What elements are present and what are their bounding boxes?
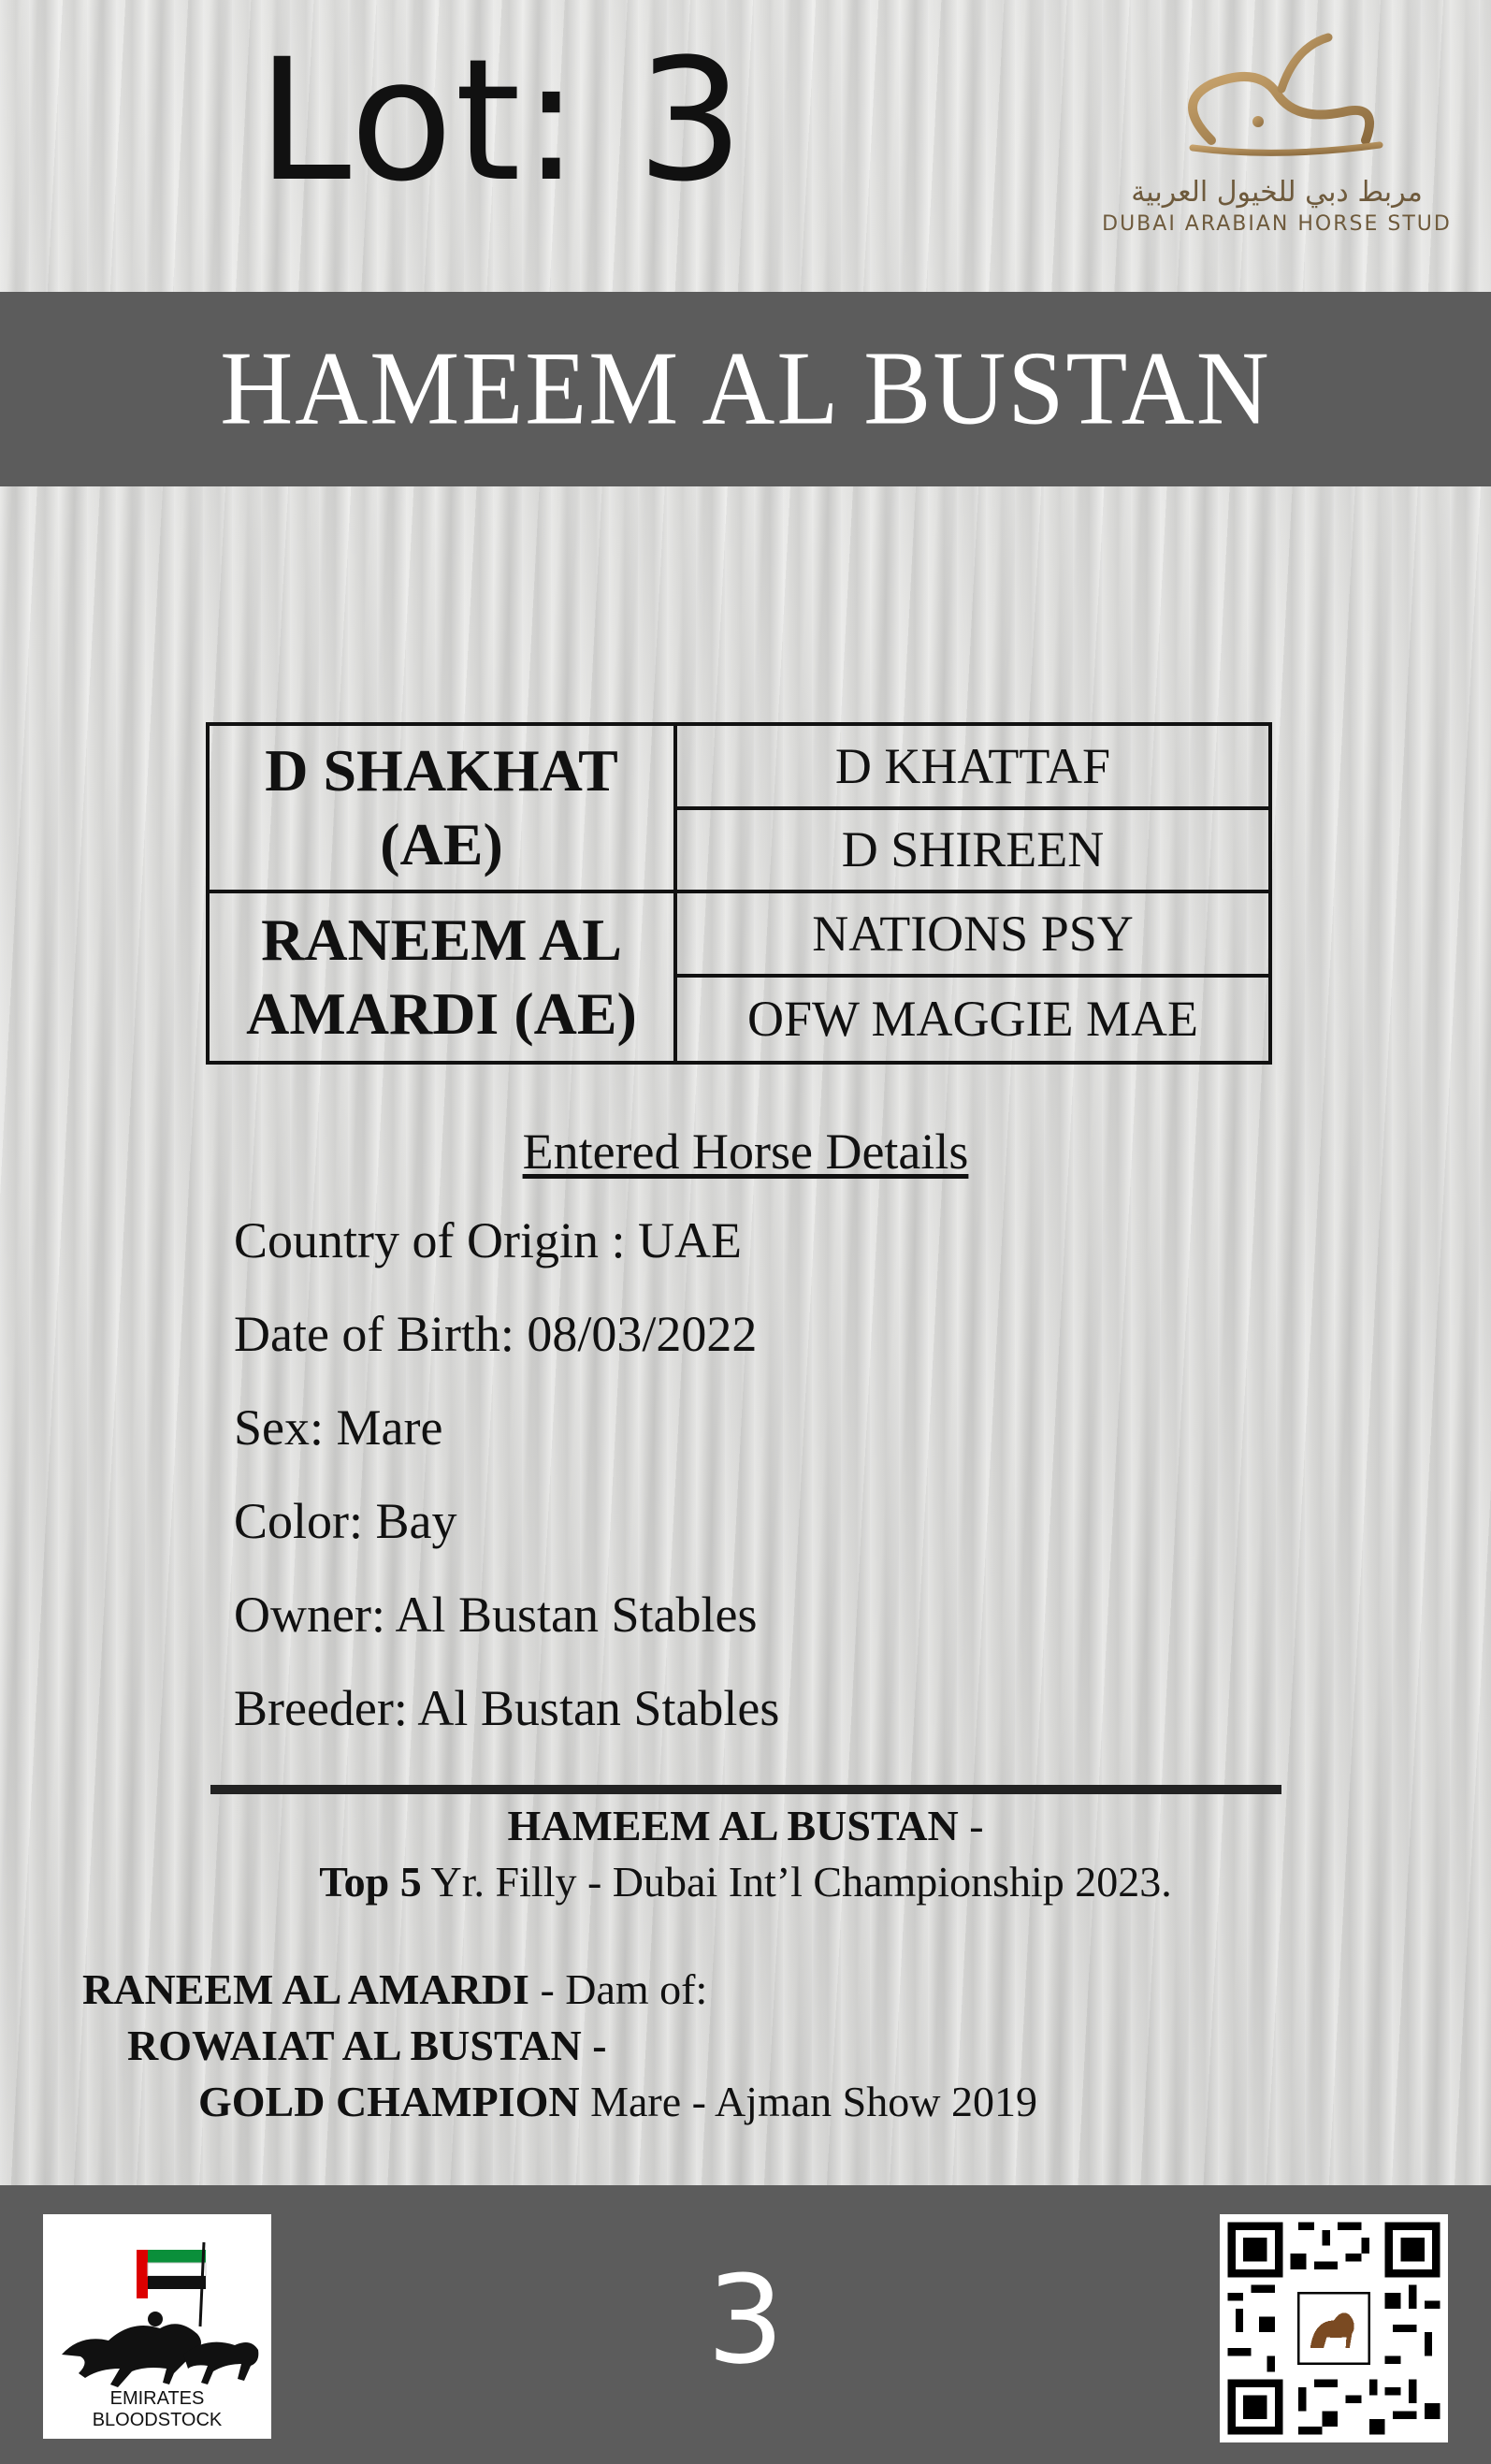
divider-rule xyxy=(210,1785,1281,1794)
pedigree-table xyxy=(206,722,1272,1065)
dam-name: RANEEM AL AMARDI xyxy=(82,1965,529,2013)
pedigree-sire: D SHAKHAT (AE) xyxy=(210,726,677,893)
lot-label: Lot: 3 xyxy=(257,23,746,219)
pedigree-sire-dam: D SHIREEN xyxy=(677,810,1268,894)
country-of-origin: Country of Origin : UAE xyxy=(234,1212,742,1268)
qr-code[interactable] xyxy=(1220,2214,1448,2442)
pedigree-dam: RANEEM AL AMARDI (AE) xyxy=(210,893,677,1061)
horse-name: HAMEEM AL BUSTAN xyxy=(220,330,1271,447)
page-number: 3 xyxy=(706,2249,785,2391)
achievement-top5: Top 5 xyxy=(319,1858,422,1906)
pedigree-sire-sire: D KHATTAF xyxy=(677,726,1268,810)
offspring-award-line xyxy=(198,2077,1037,2126)
achievement-horse-line xyxy=(0,1801,1491,1850)
pedigree-dam-dam: OFW MAGGIE MAE xyxy=(747,991,1198,1048)
achievement-horse-suffix: - xyxy=(958,1802,984,1849)
pedigree-dam-sire: NATIONS PSY xyxy=(677,893,1268,978)
achievement-top5-detail: Yr. Filly - Dubai Int’l Championship 2023. xyxy=(421,1858,1172,1906)
achievement-horse-name: HAMEEM AL BUSTAN xyxy=(507,1802,959,1849)
achievement-top5-line xyxy=(0,1857,1491,1906)
details-title: Entered Horse Details xyxy=(522,1123,969,1180)
dam-line xyxy=(82,1964,707,2014)
logo-english-text: DUBAI ARABIAN HORSE STUD xyxy=(1102,212,1452,236)
sex: Sex: Mare xyxy=(234,1399,443,1456)
qr-code-icon xyxy=(1220,2214,1448,2442)
dam-suffix: - Dam of: xyxy=(528,1965,708,2013)
date-of-birth: Date of Birth: 08/03/2022 xyxy=(234,1306,758,1362)
horse-name-band xyxy=(0,292,1491,486)
breeder: Breeder: Al Bustan Stables xyxy=(234,1680,780,1736)
owner: Owner: Al Bustan Stables xyxy=(234,1587,758,1643)
dubai-arabian-horse-stud-logo xyxy=(1094,28,1459,262)
offspring-name: ROWAIAT AL BUSTAN - xyxy=(127,2022,607,2069)
emirates-bloodstock-caption: EMIRATES BLOODSTOCK xyxy=(92,2388,223,2430)
logo-arabic-text: مربط دبي للخيول العربية xyxy=(1131,176,1423,209)
offspring-award-detail: Mare - Ajman Show 2019 xyxy=(579,2078,1037,2125)
color: Color: Bay xyxy=(234,1493,457,1549)
calligraphy-emblem-icon xyxy=(1155,28,1398,168)
offspring-award: GOLD CHAMPION xyxy=(198,2078,580,2125)
